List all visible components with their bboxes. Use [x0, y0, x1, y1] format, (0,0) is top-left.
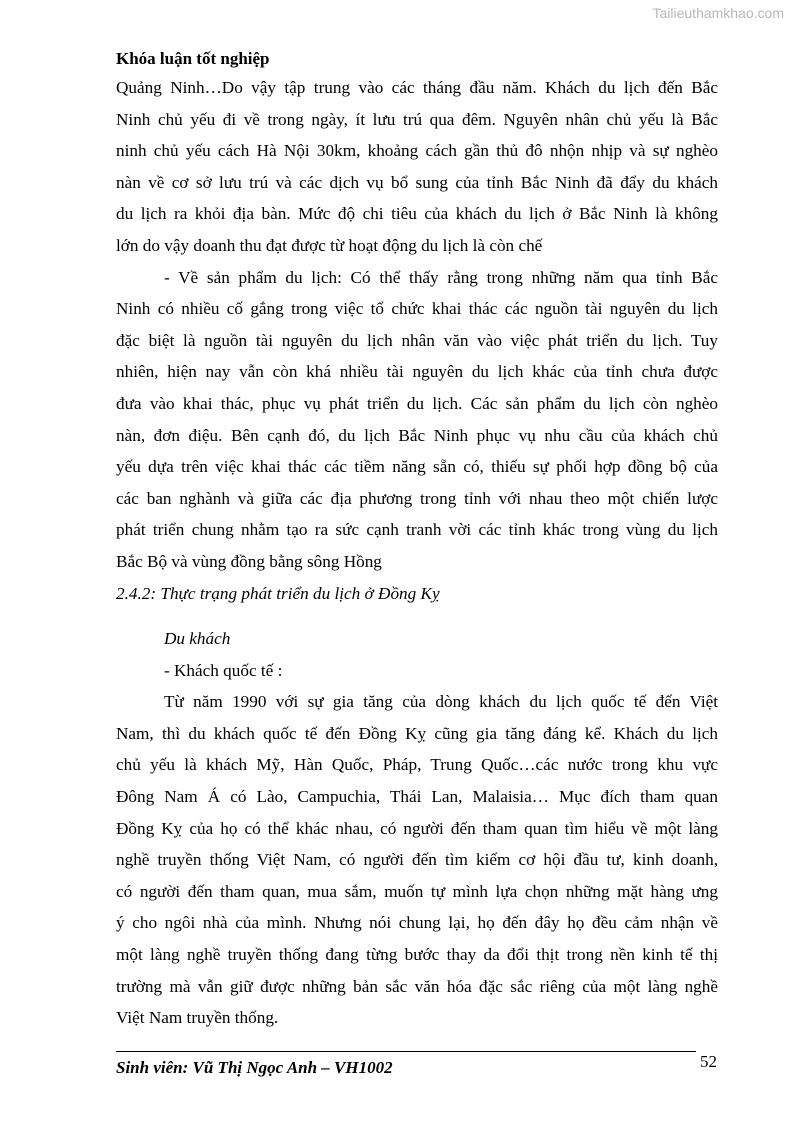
footer-student: Sinh viên: Vũ Thị Ngọc Anh – VH1002	[116, 1058, 393, 1077]
text-line: ninh chủ yếu cách Hà Nội 30km, khoảng cách gần thủ đô nhộn nhịp và sự nghèo	[116, 141, 718, 161]
paragraph-2	[116, 262, 718, 578]
text-line: du lịch ra khỏi địa bàn. Mức độ chi tiêu của khách du lịch ở Bắc Ninh là không	[116, 204, 718, 224]
text-line: Đồng Kỵ của họ có thể khác nhau, có người đến tham quan tìm hiểu về một làng	[116, 818, 718, 838]
text-line: lớn do vậy doanh thu đạt được từ hoạt động du lịch là còn chế	[116, 235, 543, 255]
page-number: 52	[700, 1052, 717, 1071]
text-line: Ninh chủ yếu đi về trong ngày, ít lưu trú qua đêm. Nguyên nhân chủ yếu là Bắc	[116, 109, 718, 129]
bullet-item: - Khách quốc tế :	[164, 660, 283, 680]
spacer	[116, 609, 718, 623]
text-line: Từ năm 1990 với sự gia tăng của dòng khách du lịch quốc tế đến Việt	[164, 692, 718, 712]
text-line: nàn về cơ sở lưu trú và các dịch vụ bổ sung của tỉnh Bắc Ninh đã đẩy du khách	[116, 172, 718, 192]
text-line: Ninh có nhiều cố gắng trong việc tổ chức khai thác các nguồn tài nguyên du lịch	[116, 299, 718, 319]
text-line: nhiên, hiện nay vẫn còn khá nhiều tài nguyên du lịch khác của tỉnh chưa được	[116, 362, 718, 382]
text-line: Bắc Bộ và vùng đồng bằng sông Hồng	[116, 551, 382, 571]
text-line: trường mà vẫn giữ được những bản sắc văn hóa đặc sắc riêng của một làng nghề	[116, 976, 718, 996]
text-line: ý cho ngôi nhà của mình. Nhưng nói chung lại, họ đến đây họ đều cảm nhận về	[116, 913, 718, 933]
text-line: yếu dựa trên việc khai thác các tiềm năng sẵn có, thiếu sự phối hợp đồng bộ của	[116, 457, 718, 477]
subheading: Du khách	[164, 629, 231, 649]
footer-divider	[116, 1051, 696, 1052]
text-line: - Về sản phẩm du lịch: Có thể thấy rằng trong những năm qua tỉnh Bắc	[164, 267, 718, 287]
text-line: một làng nghề truyền thống đang từng bước thay da đổi thịt trong nền kinh tế thị	[116, 945, 718, 965]
text-line: Đông Nam Á có Lào, Campuchia, Thái Lan, Malaisia… Mục đích tham quan	[116, 787, 718, 807]
page-header-title: Khóa luận tốt nghiệp	[116, 49, 270, 68]
section-heading: 2.4.2: Thực trạng phát triển du lịch ở Đồng Kỵ	[116, 583, 440, 603]
paragraph-1	[116, 72, 718, 262]
watermark: Tailieuthamkhao.com	[652, 5, 784, 21]
text-line: Nam, thì du khách quốc tế đến Đồng Kỵ cũng gia tăng đáng kể. Khách du lịch	[116, 723, 718, 743]
text-line: có người đến tham quan, mua sắm, muốn tự mình lựa chọn những mặt hàng ưng	[116, 881, 718, 901]
text-line: đặc biệt là nguồn tài nguyên du lịch nhân văn vào việc phát triển du lịch. Tuy	[116, 330, 718, 350]
text-line: Quảng Ninh…Do vậy tập trung vào các tháng đầu năm. Khách du lịch đến Bắc	[116, 78, 718, 97]
document-body	[116, 72, 718, 1034]
text-line: các ban nghành và giữa các địa phương trong tỉnh với nhau theo một chiến lược	[116, 488, 718, 508]
paragraph-3	[116, 686, 718, 1034]
text-line: Việt Nam truyền thống.	[116, 1008, 279, 1028]
text-line: nghề truyền thống Việt Nam, có người đến tìm kiếm cơ hội đầu tư, kinh doanh,	[116, 850, 718, 870]
text-line: phát triển chung nhằm tạo ra sức cạnh tranh vời các tỉnh khác trong vùng du lịch	[116, 520, 718, 540]
text-line: đưa vào khai thác, phục vụ phát triển du lịch. Các sản phẩm du lịch còn nghèo	[116, 393, 718, 413]
text-line: chủ yếu là khách Mỹ, Hàn Quốc, Pháp, Trung Quốc…các nước trong khu vực	[116, 755, 718, 775]
text-line: nàn, đơn điệu. Bên cạnh đó, du lịch Bắc Ninh phục vụ nhu cầu của khách chủ	[116, 425, 718, 445]
